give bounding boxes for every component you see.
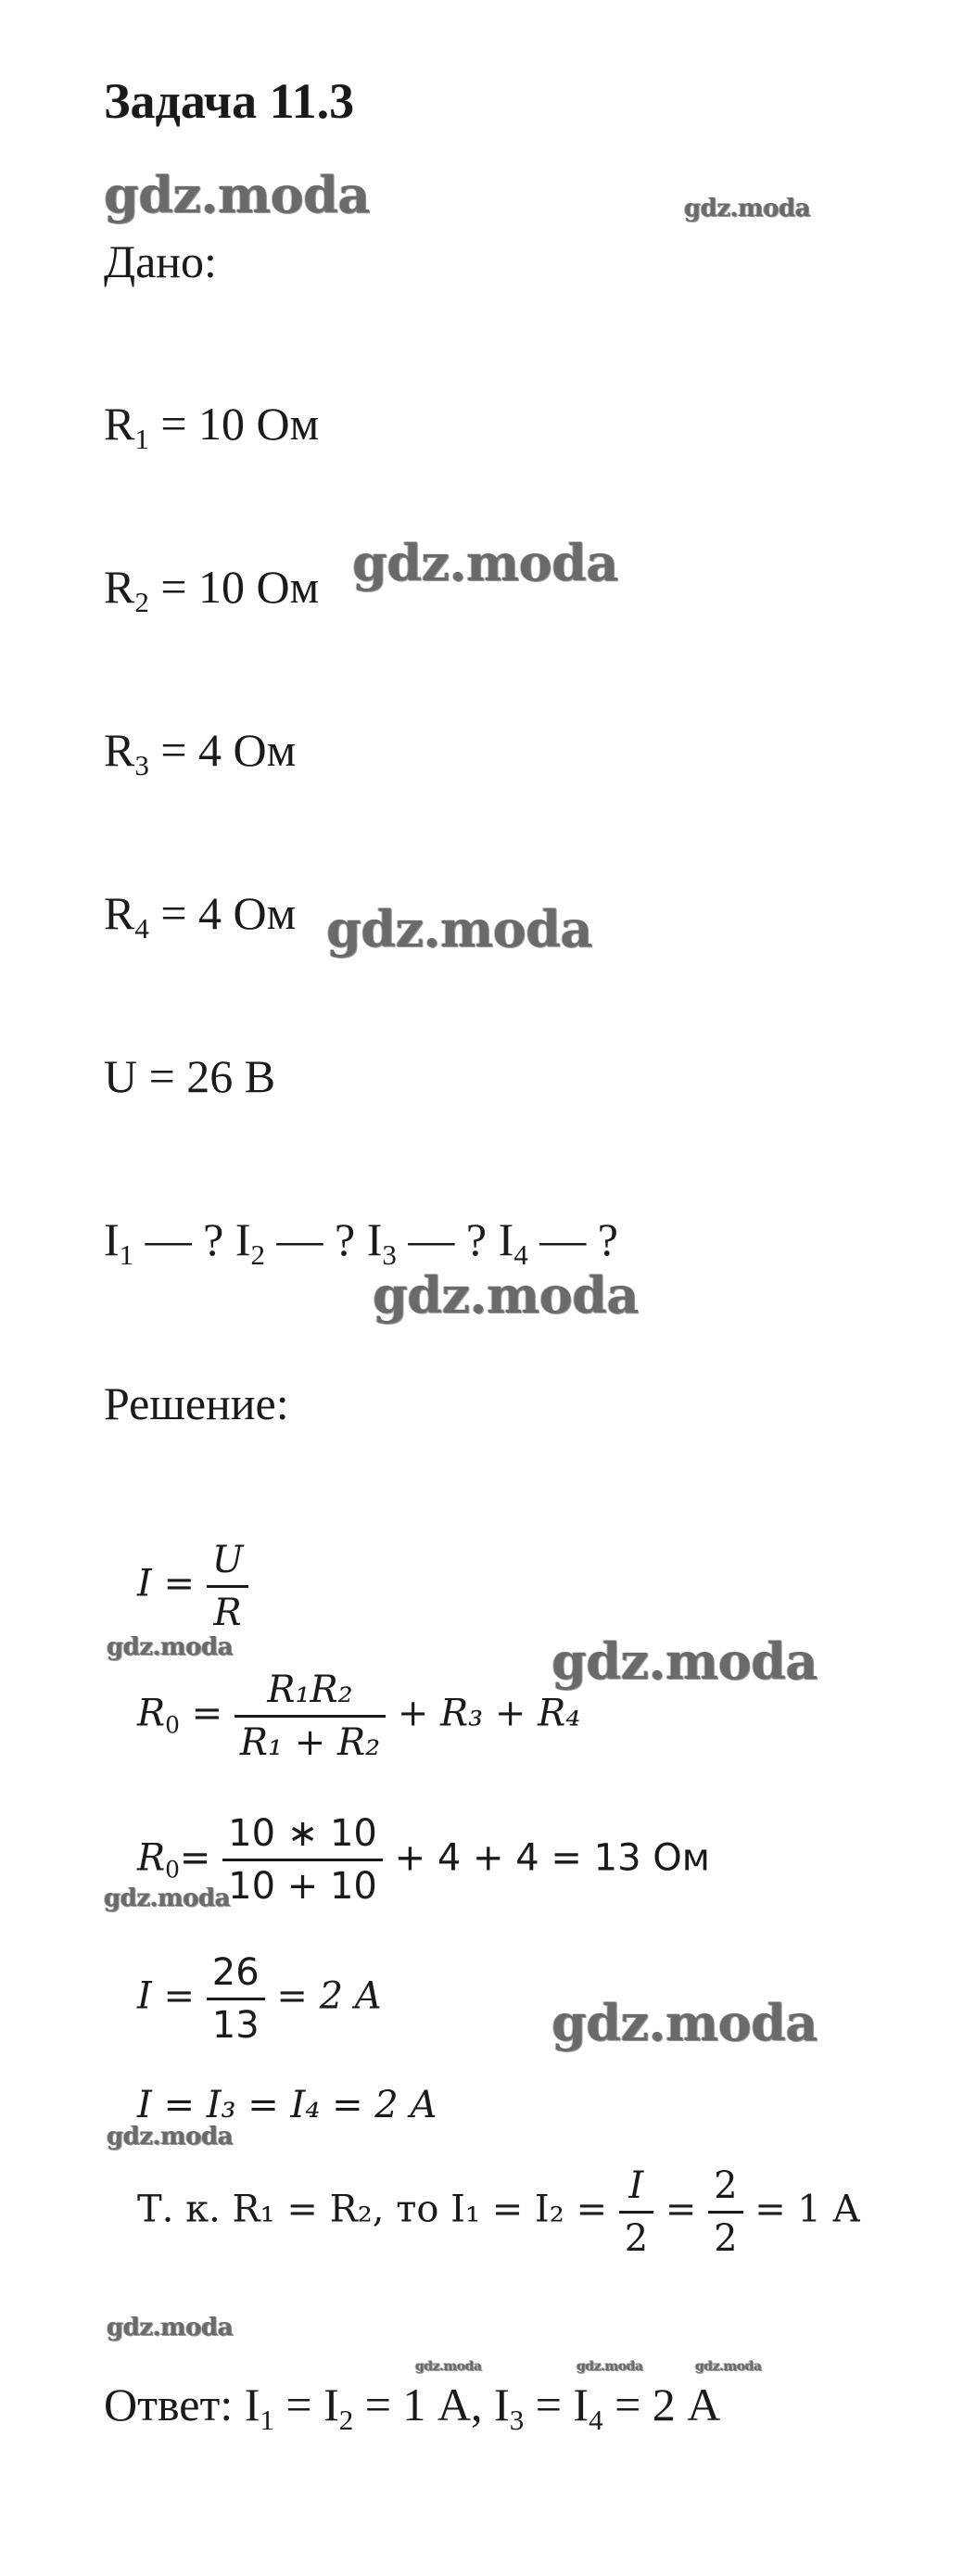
formula-parallel-current: Т. к. R₁ = R₂, то I₁ = I₂ = $\frac{I}{2}$ = $\frac{2}{2}$ = 1 A	[137, 2164, 860, 2260]
watermark: gdz.moda	[107, 2123, 234, 2151]
watermark: gdz.moda	[695, 2359, 762, 2374]
solution-label: Решение:	[104, 1377, 289, 1429]
watermark: gdz.moda	[684, 195, 811, 222]
watermark: gdz.moda	[104, 165, 370, 224]
answer-line: Ответ: $I_1 = I_2 = 1$ А, $I_3 = I_4 = 2$ А	[104, 2379, 721, 2436]
formula-current: I = $\frac{26}{13}$ = 2 A	[137, 1951, 382, 2047]
given-u: U = 26 В	[104, 1050, 276, 1102]
watermark: gdz.moda	[577, 2359, 643, 2374]
watermark: gdz.moda	[373, 1265, 639, 1325]
watermark: gdz.moda	[551, 1631, 818, 1691]
given-r3: $R_3 = 4$ Ом	[104, 724, 297, 781]
given-r4: $R_4 = 4$ Ом	[104, 887, 297, 945]
find-line: $I_1$ — ? $I_2$ — ? $I_3$ — ? $I_4$ — ?	[104, 1213, 618, 1271]
watermark: gdz.moda	[415, 2359, 482, 2374]
given-r2: $R_2 = 10$ Ом	[104, 561, 320, 618]
formula-r0: $R_0$ = $\frac{\text{R₁R₂}}{\text{R₁ + R₂}}$ + R₃ + R₄	[137, 1669, 581, 1764]
watermark: gdz.moda	[551, 1993, 818, 2052]
watermark: gdz.moda	[107, 1633, 234, 1661]
watermark: gdz.moda	[326, 899, 592, 958]
given-r1: $R_1 = 10$ Ом	[104, 398, 320, 455]
watermark: gdz.moda	[107, 2314, 234, 2341]
formula-ohm: I = $\frac{U}{R}$	[137, 1539, 248, 1634]
task-title: Задача 11.3	[104, 73, 355, 129]
formula-r0-value: $R_0=$ $\frac{10 ∗ 10}{10 + 10}$ + 4 + 4 = 13 Ом	[137, 1812, 710, 1908]
given-label: Дано:	[104, 235, 217, 287]
watermark: gdz.moda	[104, 1884, 231, 1912]
formula-series-current: I = I₃ = I₄ = 2 A	[137, 2084, 437, 2126]
watermark: gdz.moda	[352, 533, 618, 592]
